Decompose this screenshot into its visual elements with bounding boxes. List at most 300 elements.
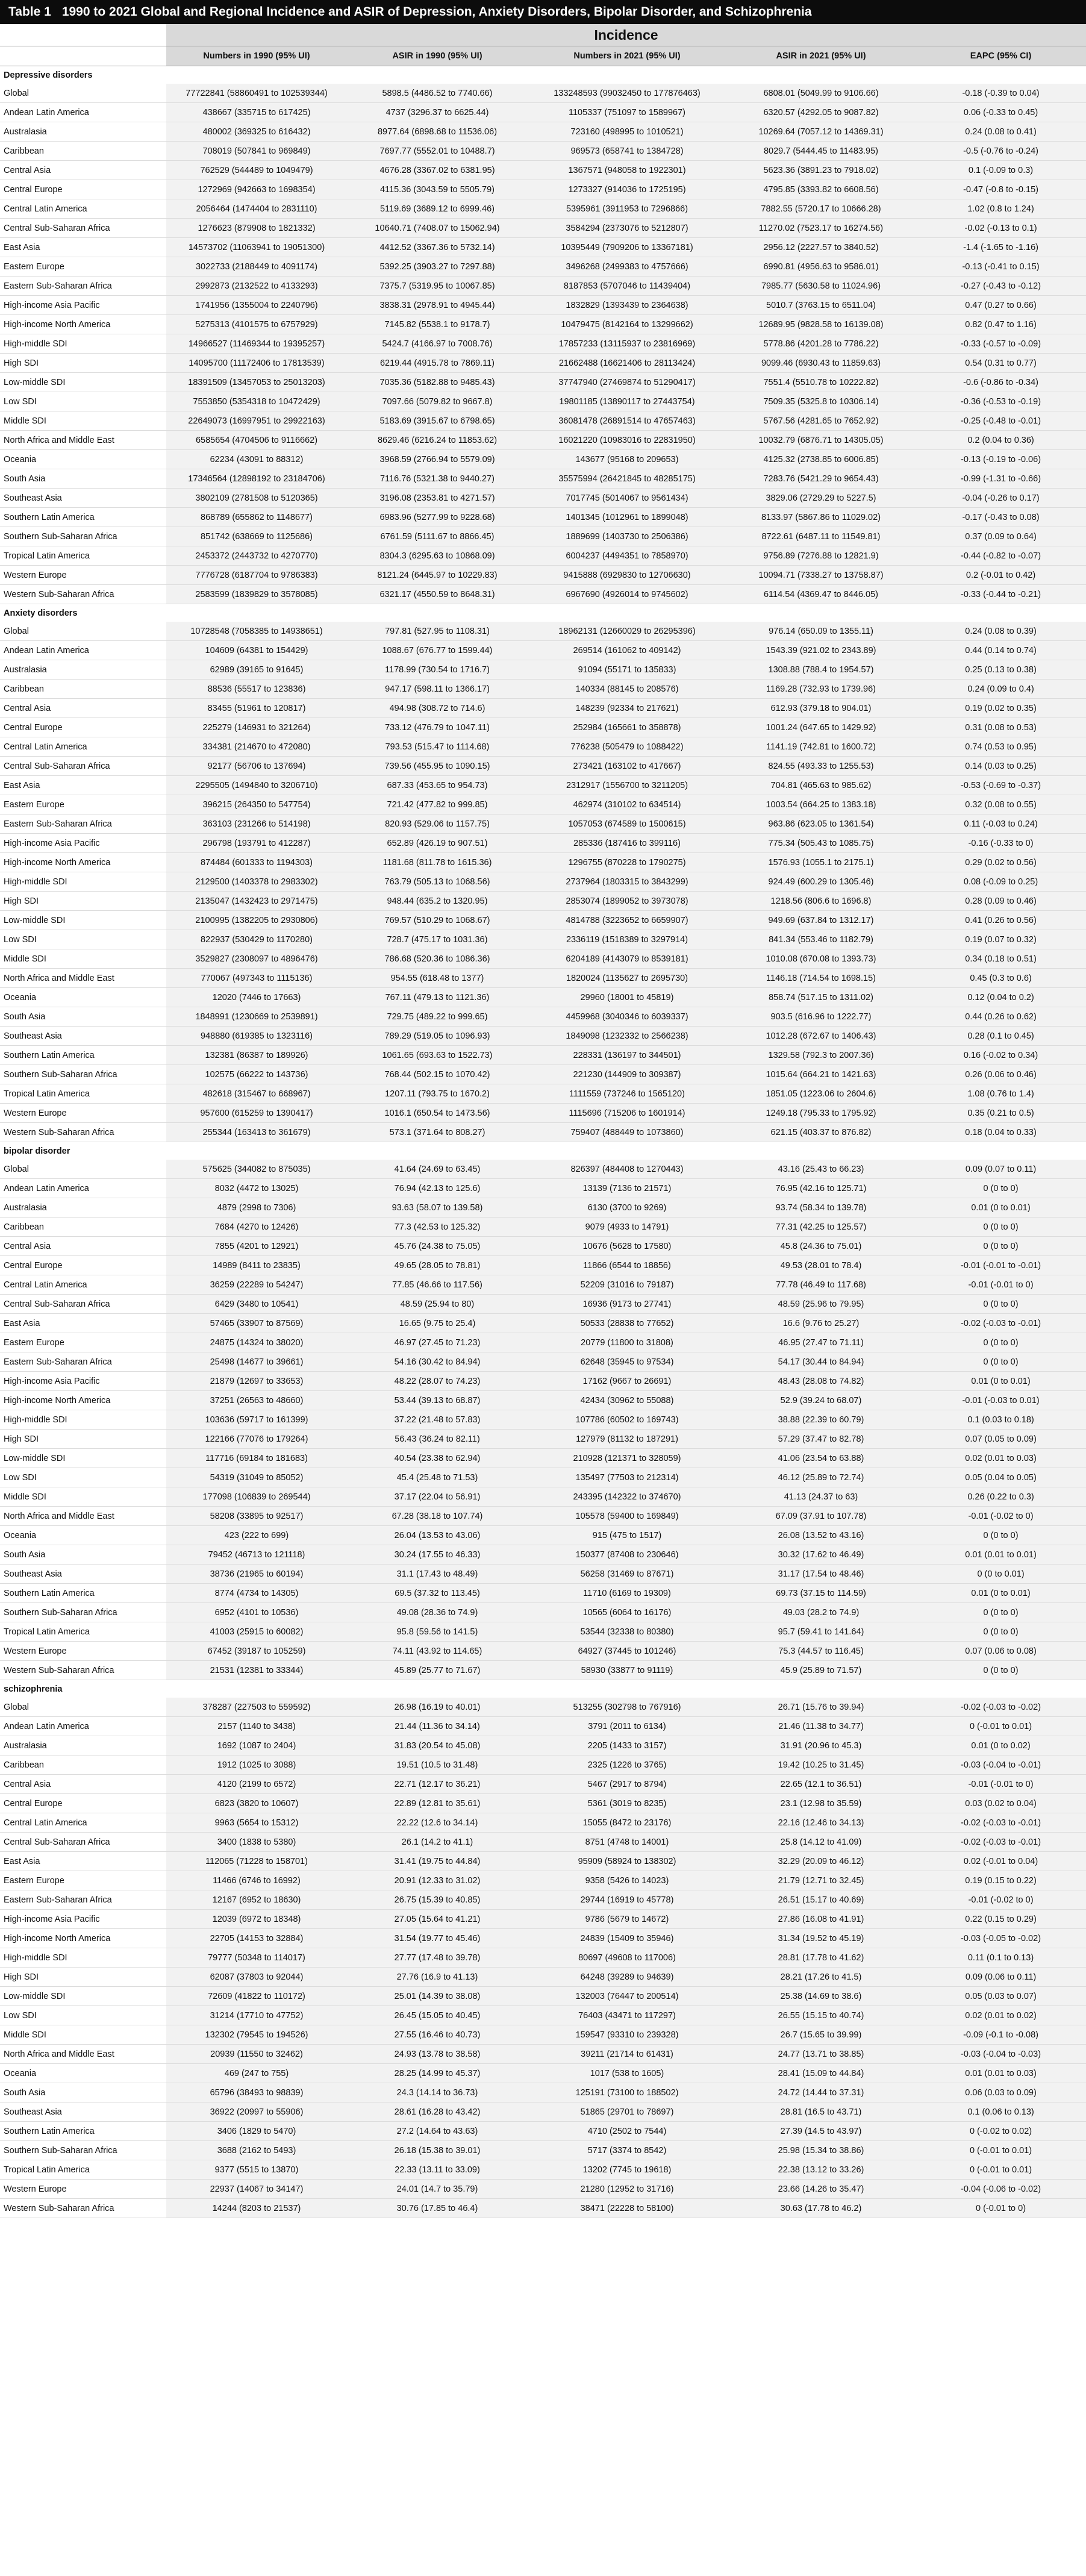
numbers-2021-cell: 1105337 (751097 to 1589967) <box>528 103 726 122</box>
region-name-cell: Western Europe <box>0 566 166 585</box>
eapc-cell: 0.26 (0.06 to 0.46) <box>916 1065 1086 1084</box>
eapc-cell: 0.1 (-0.09 to 0.3) <box>916 161 1086 180</box>
numbers-2021-cell: 513255 (302798 to 767916) <box>528 1698 726 1717</box>
table-row <box>0 2083 1086 2102</box>
numbers-2021-cell: 58930 (33877 to 91119) <box>528 1661 726 1680</box>
asir-2021-cell: 612.93 (379.18 to 904.01) <box>726 699 916 718</box>
region-name-cell: Eastern Europe <box>0 1333 166 1352</box>
region-name-cell: Global <box>0 1698 166 1717</box>
eapc-cell: 0.01 (0.01 to 0.03) <box>916 2064 1086 2083</box>
asir-2021-cell: 31.17 (17.54 to 48.46) <box>726 1565 916 1584</box>
eapc-cell: 0.44 (0.14 to 0.74) <box>916 641 1086 660</box>
numbers-2021-cell: 135497 (77503 to 212314) <box>528 1468 726 1487</box>
asir-1990-cell: 49.08 (28.36 to 74.9) <box>347 1603 528 1622</box>
asir-2021-cell: 76.95 (42.16 to 125.71) <box>726 1179 916 1198</box>
numbers-2021-cell: 132003 (76447 to 200514) <box>528 1987 726 2006</box>
numbers-1990-cell: 2157 (1140 to 3438) <box>166 1717 347 1736</box>
numbers-1990-cell: 868789 (655862 to 1148677) <box>166 508 347 527</box>
asir-1990-cell: 763.79 (505.13 to 1068.56) <box>347 872 528 892</box>
asir-2021-cell: 1576.93 (1055.1 to 2175.1) <box>726 853 916 872</box>
column-header-row <box>0 46 1086 66</box>
asir-1990-cell: 22.89 (12.81 to 35.61) <box>347 1794 528 1813</box>
numbers-1990-cell: 3802109 (2781508 to 5120365) <box>166 489 347 508</box>
table-row <box>0 1160 1086 1179</box>
numbers-1990-cell: 22705 (14153 to 32884) <box>166 1929 347 1948</box>
numbers-1990-cell: 334381 (214670 to 472080) <box>166 737 347 757</box>
region-name-cell: South Asia <box>0 1545 166 1565</box>
region-name-cell: Southeast Asia <box>0 489 166 508</box>
asir-1990-cell: 4115.36 (3043.59 to 5505.79) <box>347 180 528 199</box>
asir-1990-cell: 1016.1 (650.54 to 1473.56) <box>347 1104 528 1123</box>
asir-1990-cell: 41.64 (24.69 to 63.45) <box>347 1160 528 1179</box>
region-name-cell: Central Latin America <box>0 199 166 219</box>
eapc-cell: 0.09 (0.07 to 0.11) <box>916 1160 1086 1179</box>
asir-1990-cell: 28.25 (14.99 to 45.37) <box>347 2064 528 2083</box>
table-row <box>0 1910 1086 1929</box>
region-name-cell: Oceania <box>0 450 166 469</box>
region-name-cell: High-income North America <box>0 1391 166 1410</box>
asir-1990-cell: 26.98 (16.19 to 40.01) <box>347 1698 528 1717</box>
eapc-cell: 1.02 (0.8 to 1.24) <box>916 199 1086 219</box>
region-name-cell: Southeast Asia <box>0 1565 166 1584</box>
eapc-cell: 0.11 (-0.03 to 0.24) <box>916 814 1086 834</box>
numbers-1990-cell: 8774 (4734 to 14305) <box>166 1584 347 1603</box>
region-name-cell: East Asia <box>0 1852 166 1871</box>
numbers-2021-cell: 6967690 (4926014 to 9745602) <box>528 585 726 604</box>
eapc-cell: 0.74 (0.53 to 0.95) <box>916 737 1086 757</box>
eapc-cell: 0.29 (0.02 to 0.56) <box>916 853 1086 872</box>
numbers-1990-cell: 2583599 (1839829 to 3578085) <box>166 585 347 604</box>
eapc-cell: -0.44 (-0.82 to -0.07) <box>916 546 1086 566</box>
asir-2021-cell: 7283.76 (5421.29 to 9654.43) <box>726 469 916 489</box>
numbers-1990-cell: 18391509 (13457053 to 25013203) <box>166 373 347 392</box>
numbers-1990-cell: 12167 (6952 to 18630) <box>166 1890 347 1910</box>
asir-2021-cell: 49.03 (28.2 to 74.9) <box>726 1603 916 1622</box>
table-row <box>0 1314 1086 1333</box>
eapc-cell: -0.03 (-0.04 to -0.03) <box>916 2045 1086 2064</box>
asir-2021-cell: 10269.64 (7057.12 to 14369.31) <box>726 122 916 142</box>
eapc-cell: 0 (0 to 0) <box>916 1352 1086 1372</box>
region-name-cell: Central Europe <box>0 1794 166 1813</box>
numbers-2021-cell: 4814788 (3223652 to 6659907) <box>528 911 726 930</box>
region-name-cell: High SDI <box>0 1430 166 1449</box>
asir-2021-cell: 26.55 (15.15 to 40.74) <box>726 2006 916 2025</box>
asir-2021-cell: 5623.36 (3891.23 to 7918.02) <box>726 161 916 180</box>
asir-2021-cell: 54.17 (30.44 to 84.94) <box>726 1352 916 1372</box>
section-header-row <box>0 1142 1086 1160</box>
numbers-1990-cell: 2295505 (1494840 to 3206710) <box>166 776 347 795</box>
asir-2021-cell: 28.21 (17.26 to 41.5) <box>726 1968 916 1987</box>
asir-1990-cell: 6983.96 (5277.99 to 9228.68) <box>347 508 528 527</box>
table-row <box>0 814 1086 834</box>
table-row <box>0 1987 1086 2006</box>
eapc-cell: 0.01 (0 to 0.01) <box>916 1372 1086 1391</box>
region-name-cell: South Asia <box>0 1007 166 1027</box>
asir-2021-cell: 95.7 (59.41 to 141.64) <box>726 1622 916 1642</box>
numbers-2021-cell: 269514 (161062 to 409142) <box>528 641 726 660</box>
numbers-1990-cell: 36922 (20997 to 55906) <box>166 2102 347 2122</box>
eapc-cell: 0.25 (0.13 to 0.38) <box>916 660 1086 680</box>
asir-2021-cell: 24.77 (13.71 to 38.85) <box>726 2045 916 2064</box>
table-row <box>0 373 1086 392</box>
region-name-cell: Western Europe <box>0 2180 166 2199</box>
table-row <box>0 354 1086 373</box>
asir-2021-cell: 22.38 (13.12 to 33.26) <box>726 2160 916 2180</box>
asir-2021-cell: 1329.58 (792.3 to 2007.36) <box>726 1046 916 1065</box>
numbers-1990-cell: 36259 (22289 to 54247) <box>166 1275 347 1295</box>
table-row <box>0 1642 1086 1661</box>
numbers-2021-cell: 15055 (8472 to 23176) <box>528 1813 726 1833</box>
asir-2021-cell: 46.12 (25.89 to 72.74) <box>726 1468 916 1487</box>
asir-2021-cell: 1003.54 (664.25 to 1383.18) <box>726 795 916 814</box>
eapc-cell: -1.4 (-1.65 to -1.16) <box>916 238 1086 257</box>
numbers-1990-cell: 480002 (369325 to 616432) <box>166 122 347 142</box>
numbers-2021-cell: 9786 (5679 to 14672) <box>528 1910 726 1929</box>
column-header-asir-2021: ASIR in 2021 (95% UI) <box>726 46 916 66</box>
region-name-cell: Central Sub-Saharan Africa <box>0 1295 166 1314</box>
asir-2021-cell: 12689.95 (9828.58 to 16139.08) <box>726 315 916 334</box>
numbers-2021-cell: 776238 (505479 to 1088422) <box>528 737 726 757</box>
region-name-cell: Middle SDI <box>0 411 166 431</box>
numbers-1990-cell: 24875 (14324 to 38020) <box>166 1333 347 1352</box>
eapc-cell: 0.02 (0.01 to 0.02) <box>916 2006 1086 2025</box>
numbers-1990-cell: 14573702 (11063941 to 19051300) <box>166 238 347 257</box>
region-name-cell: Western Sub-Saharan Africa <box>0 585 166 604</box>
asir-1990-cell: 3196.08 (2353.81 to 4271.57) <box>347 489 528 508</box>
region-name-cell: East Asia <box>0 238 166 257</box>
region-name-cell: High-income North America <box>0 1929 166 1948</box>
numbers-1990-cell: 6823 (3820 to 10607) <box>166 1794 347 1813</box>
table-row <box>0 527 1086 546</box>
asir-2021-cell: 1851.05 (1223.06 to 2604.6) <box>726 1084 916 1104</box>
eapc-cell: 0.14 (0.03 to 0.25) <box>916 757 1086 776</box>
eapc-cell: 0 (0 to 0) <box>916 1218 1086 1237</box>
table-row <box>0 892 1086 911</box>
numbers-1990-cell: 67452 (39187 to 105259) <box>166 1642 347 1661</box>
numbers-1990-cell: 177098 (106839 to 269544) <box>166 1487 347 1507</box>
numbers-2021-cell: 3496268 (2499383 to 4757666) <box>528 257 726 277</box>
numbers-1990-cell: 3688 (2162 to 5493) <box>166 2141 347 2160</box>
eapc-cell: 0 (0 to 0) <box>916 1237 1086 1256</box>
asir-1990-cell: 26.45 (15.05 to 40.45) <box>347 2006 528 2025</box>
region-name-cell: High SDI <box>0 1968 166 1987</box>
asir-2021-cell: 6990.81 (4956.63 to 9586.01) <box>726 257 916 277</box>
numbers-1990-cell: 7855 (4201 to 12921) <box>166 1237 347 1256</box>
numbers-1990-cell: 7684 (4270 to 12426) <box>166 1218 347 1237</box>
table-row <box>0 1046 1086 1065</box>
numbers-2021-cell: 8751 (4748 to 14001) <box>528 1833 726 1852</box>
table-row <box>0 180 1086 199</box>
table-row <box>0 1968 1086 1987</box>
eapc-cell: 0.31 (0.08 to 0.53) <box>916 718 1086 737</box>
numbers-2021-cell: 39211 (21714 to 61431) <box>528 2045 726 2064</box>
numbers-1990-cell: 1741956 (1355004 to 2240796) <box>166 296 347 315</box>
region-name-cell: Low SDI <box>0 1468 166 1487</box>
region-name-cell: Global <box>0 622 166 641</box>
asir-1990-cell: 820.93 (529.06 to 1157.75) <box>347 814 528 834</box>
table-row <box>0 1661 1086 1680</box>
eapc-cell: 0.11 (0.1 to 0.13) <box>916 1948 1086 1968</box>
region-name-cell: Western Europe <box>0 1642 166 1661</box>
asir-1990-cell: 6761.59 (5111.67 to 8866.45) <box>347 527 528 546</box>
numbers-1990-cell: 62989 (39165 to 91645) <box>166 660 347 680</box>
eapc-cell: 1.08 (0.76 to 1.4) <box>916 1084 1086 1104</box>
asir-1990-cell: 739.56 (455.95 to 1090.15) <box>347 757 528 776</box>
numbers-2021-cell: 10395449 (7909206 to 13367181) <box>528 238 726 257</box>
numbers-2021-cell: 143677 (95168 to 209653) <box>528 450 726 469</box>
asir-1990-cell: 6219.44 (4915.78 to 7869.11) <box>347 354 528 373</box>
asir-1990-cell: 729.75 (489.22 to 999.65) <box>347 1007 528 1027</box>
asir-1990-cell: 24.01 (14.7 to 35.79) <box>347 2180 528 2199</box>
numbers-2021-cell: 38471 (22228 to 58100) <box>528 2199 726 2218</box>
region-name-cell: North Africa and Middle East <box>0 969 166 988</box>
asir-1990-cell: 27.55 (16.46 to 40.73) <box>347 2025 528 2045</box>
asir-1990-cell: 768.44 (502.15 to 1070.42) <box>347 1065 528 1084</box>
region-name-cell: Eastern Sub-Saharan Africa <box>0 1352 166 1372</box>
eapc-cell: 0.08 (-0.09 to 0.25) <box>916 872 1086 892</box>
eapc-cell: 0.05 (0.04 to 0.05) <box>916 1468 1086 1487</box>
numbers-2021-cell: 107786 (60502 to 169743) <box>528 1410 726 1430</box>
numbers-2021-cell: 8187853 (5707046 to 11439404) <box>528 277 726 296</box>
region-name-cell: High-income Asia Pacific <box>0 296 166 315</box>
asir-1990-cell: 26.04 (13.53 to 43.06) <box>347 1526 528 1545</box>
numbers-1990-cell: 1272969 (942663 to 1698354) <box>166 180 347 199</box>
eapc-cell: 0.07 (0.06 to 0.08) <box>916 1642 1086 1661</box>
table-row <box>0 834 1086 853</box>
region-name-cell: Oceania <box>0 988 166 1007</box>
region-name-cell: Central Latin America <box>0 1813 166 1833</box>
region-name-cell: Oceania <box>0 2064 166 2083</box>
eapc-cell: 0 (-0.02 to 0.02) <box>916 2122 1086 2141</box>
numbers-2021-cell: 24839 (15409 to 35946) <box>528 1929 726 1948</box>
numbers-1990-cell: 132302 (79545 to 194526) <box>166 2025 347 2045</box>
numbers-2021-cell: 1401345 (1012961 to 1899048) <box>528 508 726 527</box>
eapc-cell: -0.16 (-0.33 to 0) <box>916 834 1086 853</box>
asir-1990-cell: 54.16 (30.42 to 84.94) <box>347 1352 528 1372</box>
asir-1990-cell: 24.3 (14.14 to 36.73) <box>347 2083 528 2102</box>
region-name-cell: Southern Sub-Saharan Africa <box>0 1065 166 1084</box>
asir-1990-cell: 27.76 (16.9 to 41.13) <box>347 1968 528 1987</box>
numbers-1990-cell: 3022733 (2188449 to 4091174) <box>166 257 347 277</box>
region-name-cell: East Asia <box>0 1314 166 1333</box>
numbers-1990-cell: 3406 (1829 to 5470) <box>166 2122 347 2141</box>
region-name-cell: Central Sub-Saharan Africa <box>0 757 166 776</box>
region-name-cell: High-middle SDI <box>0 1948 166 1968</box>
asir-1990-cell: 8304.3 (6295.63 to 10868.09) <box>347 546 528 566</box>
region-name-cell: Low-middle SDI <box>0 373 166 392</box>
asir-2021-cell: 6808.01 (5049.99 to 9106.66) <box>726 84 916 103</box>
numbers-2021-cell: 13139 (7136 to 21571) <box>528 1179 726 1198</box>
table-row <box>0 2102 1086 2122</box>
asir-2021-cell: 77.78 (46.49 to 117.68) <box>726 1275 916 1295</box>
asir-2021-cell: 26.51 (15.17 to 40.69) <box>726 1890 916 1910</box>
eapc-cell: 0 (0 to 0) <box>916 1179 1086 1198</box>
eapc-cell: 0.01 (0 to 0.01) <box>916 1198 1086 1218</box>
asir-1990-cell: 3838.31 (2978.91 to 4945.44) <box>347 296 528 315</box>
asir-2021-cell: 93.74 (58.34 to 139.78) <box>726 1198 916 1218</box>
numbers-2021-cell: 462974 (310102 to 634514) <box>528 795 726 814</box>
numbers-2021-cell: 159547 (93310 to 239328) <box>528 2025 726 2045</box>
eapc-cell: -0.36 (-0.53 to -0.19) <box>916 392 1086 411</box>
table-row <box>0 219 1086 238</box>
numbers-2021-cell: 35575994 (26421845 to 48285175) <box>528 469 726 489</box>
numbers-2021-cell: 5717 (3374 to 8542) <box>528 2141 726 2160</box>
numbers-1990-cell: 92177 (56706 to 137694) <box>166 757 347 776</box>
eapc-cell: 0.03 (0.02 to 0.04) <box>916 1794 1086 1813</box>
numbers-2021-cell: 1296755 (870228 to 1790275) <box>528 853 726 872</box>
table-row <box>0 450 1086 469</box>
asir-1990-cell: 7375.7 (5319.95 to 10067.85) <box>347 277 528 296</box>
asir-2021-cell: 27.86 (16.08 to 41.91) <box>726 1910 916 1929</box>
eapc-cell: 0.32 (0.08 to 0.55) <box>916 795 1086 814</box>
numbers-2021-cell: 105578 (59400 to 169849) <box>528 1507 726 1526</box>
table-row <box>0 1256 1086 1275</box>
eapc-cell: 0.44 (0.26 to 0.62) <box>916 1007 1086 1027</box>
table-row <box>0 2025 1086 2045</box>
numbers-2021-cell: 2737964 (1803315 to 3843299) <box>528 872 726 892</box>
asir-2021-cell: 46.95 (27.47 to 71.11) <box>726 1333 916 1352</box>
numbers-2021-cell: 16021220 (10983016 to 22831950) <box>528 431 726 450</box>
region-name-cell: Southern Sub-Saharan Africa <box>0 2141 166 2160</box>
numbers-2021-cell: 133248593 (99032450 to 177876463) <box>528 84 726 103</box>
table-row <box>0 2141 1086 2160</box>
eapc-cell: -0.33 (-0.57 to -0.09) <box>916 334 1086 354</box>
region-name-cell: Caribbean <box>0 1755 166 1775</box>
table-row <box>0 2064 1086 2083</box>
numbers-1990-cell: 482618 (315467 to 668967) <box>166 1084 347 1104</box>
asir-1990-cell: 27.77 (17.48 to 39.78) <box>347 1948 528 1968</box>
asir-2021-cell: 4795.85 (3393.82 to 6608.56) <box>726 180 916 199</box>
table-row <box>0 680 1086 699</box>
asir-1990-cell: 4412.52 (3367.36 to 5732.14) <box>347 238 528 257</box>
eapc-cell: 0 (0 to 0) <box>916 1603 1086 1622</box>
region-name-cell: Low-middle SDI <box>0 1449 166 1468</box>
eapc-cell: 0.07 (0.05 to 0.09) <box>916 1430 1086 1449</box>
asir-1990-cell: 5119.69 (3689.12 to 6999.46) <box>347 199 528 219</box>
table-row <box>0 142 1086 161</box>
table-row <box>0 1584 1086 1603</box>
eapc-cell: 0.01 (0.01 to 0.01) <box>916 1545 1086 1565</box>
numbers-1990-cell: 62234 (43091 to 88312) <box>166 450 347 469</box>
table-row <box>0 508 1086 527</box>
numbers-2021-cell: 5361 (3019 to 8235) <box>528 1794 726 1813</box>
region-name-cell: High-middle SDI <box>0 334 166 354</box>
numbers-2021-cell: 5395961 (3911953 to 7296866) <box>528 199 726 219</box>
numbers-2021-cell: 127979 (81132 to 187291) <box>528 1430 726 1449</box>
asir-2021-cell: 41.13 (24.37 to 63) <box>726 1487 916 1507</box>
numbers-2021-cell: 7017745 (5014067 to 9561434) <box>528 489 726 508</box>
table-row <box>0 1275 1086 1295</box>
table-row <box>0 566 1086 585</box>
table-row <box>0 872 1086 892</box>
asir-1990-cell: 494.98 (308.72 to 714.6) <box>347 699 528 718</box>
numbers-1990-cell: 2129500 (1403378 to 2983302) <box>166 872 347 892</box>
eapc-cell: -0.5 (-0.76 to -0.24) <box>916 142 1086 161</box>
numbers-1990-cell: 1912 (1025 to 3088) <box>166 1755 347 1775</box>
eapc-cell: -0.01 (-0.03 to 0.01) <box>916 1391 1086 1410</box>
eapc-cell: 0.28 (0.1 to 0.45) <box>916 1027 1086 1046</box>
asir-2021-cell: 77.31 (42.25 to 125.57) <box>726 1218 916 1237</box>
region-name-cell: Western Europe <box>0 1104 166 1123</box>
numbers-1990-cell: 112065 (71228 to 158701) <box>166 1852 347 1871</box>
table-title-bar <box>0 0 1086 24</box>
asir-2021-cell: 26.7 (15.65 to 39.99) <box>726 2025 916 2045</box>
numbers-2021-cell: 4710 (2502 to 7544) <box>528 2122 726 2141</box>
table-row <box>0 2199 1086 2218</box>
numbers-1990-cell: 3529827 (2308097 to 4896476) <box>166 949 347 969</box>
table-row <box>0 277 1086 296</box>
numbers-1990-cell: 14095700 (11172406 to 17813539) <box>166 354 347 373</box>
table-row <box>0 1545 1086 1565</box>
numbers-1990-cell: 62087 (37803 to 92044) <box>166 1968 347 1987</box>
eapc-cell: 0 (-0.01 to 0.01) <box>916 1717 1086 1736</box>
region-name-cell: Central Asia <box>0 699 166 718</box>
asir-2021-cell: 21.46 (11.38 to 34.77) <box>726 1717 916 1736</box>
asir-2021-cell: 30.63 (17.78 to 46.2) <box>726 2199 916 2218</box>
asir-2021-cell: 976.14 (650.09 to 1355.11) <box>726 622 916 641</box>
asir-2021-cell: 49.53 (28.01 to 78.4) <box>726 1256 916 1275</box>
eapc-cell: -0.01 (-0.01 to 0) <box>916 1275 1086 1295</box>
eapc-cell: -0.02 (-0.03 to -0.02) <box>916 1698 1086 1717</box>
table-row <box>0 1198 1086 1218</box>
asir-2021-cell: 6114.54 (4369.47 to 8446.05) <box>726 585 916 604</box>
table-row <box>0 1813 1086 1833</box>
numbers-2021-cell: 11710 (6169 to 19309) <box>528 1584 726 1603</box>
region-name-cell: Tropical Latin America <box>0 2160 166 2180</box>
numbers-2021-cell: 1273327 (914036 to 1725195) <box>528 180 726 199</box>
table-row <box>0 296 1086 315</box>
asir-1990-cell: 67.28 (38.18 to 107.74) <box>347 1507 528 1526</box>
numbers-2021-cell: 37747940 (27469874 to 51290417) <box>528 373 726 392</box>
table-row <box>0 1603 1086 1622</box>
asir-2021-cell: 48.59 (25.96 to 79.95) <box>726 1295 916 1314</box>
numbers-1990-cell: 2992873 (2132522 to 4133293) <box>166 277 347 296</box>
numbers-2021-cell: 64927 (37445 to 101246) <box>528 1642 726 1661</box>
eapc-cell: -0.04 (-0.26 to 0.17) <box>916 489 1086 508</box>
asir-1990-cell: 4737 (3296.37 to 6625.44) <box>347 103 528 122</box>
asir-2021-cell: 22.16 (12.46 to 34.13) <box>726 1813 916 1833</box>
table-row <box>0 699 1086 718</box>
asir-2021-cell: 7509.35 (5325.8 to 10306.14) <box>726 392 916 411</box>
region-name-cell: Low-middle SDI <box>0 911 166 930</box>
eapc-cell: 0 (0 to 0.01) <box>916 1565 1086 1584</box>
asir-1990-cell: 48.59 (25.94 to 80) <box>347 1295 528 1314</box>
table-row <box>0 2122 1086 2141</box>
numbers-1990-cell: 363103 (231266 to 514198) <box>166 814 347 834</box>
numbers-1990-cell: 14244 (8203 to 21537) <box>166 2199 347 2218</box>
eapc-cell: 0.09 (0.06 to 0.11) <box>916 1968 1086 1987</box>
eapc-cell: -0.09 (-0.1 to -0.08) <box>916 2025 1086 2045</box>
asir-2021-cell: 75.3 (44.57 to 116.45) <box>726 1642 916 1661</box>
numbers-1990-cell: 6429 (3480 to 10541) <box>166 1295 347 1314</box>
region-name-cell: Eastern Europe <box>0 1871 166 1890</box>
table-row <box>0 431 1086 450</box>
table-row <box>0 911 1086 930</box>
numbers-2021-cell: 1017 (538 to 1605) <box>528 2064 726 2083</box>
asir-1990-cell: 45.76 (24.38 to 75.05) <box>347 1237 528 1256</box>
numbers-2021-cell: 2312917 (1556700 to 3211205) <box>528 776 726 795</box>
table-row <box>0 257 1086 277</box>
table-row <box>0 489 1086 508</box>
asir-1990-cell: 948.44 (635.2 to 1320.95) <box>347 892 528 911</box>
asir-2021-cell: 25.8 (14.12 to 41.09) <box>726 1833 916 1852</box>
asir-1990-cell: 93.63 (58.07 to 139.58) <box>347 1198 528 1218</box>
table-row <box>0 1430 1086 1449</box>
asir-2021-cell: 775.34 (505.43 to 1085.75) <box>726 834 916 853</box>
numbers-2021-cell: 9079 (4933 to 14791) <box>528 1218 726 1237</box>
region-name-cell: Eastern Europe <box>0 795 166 814</box>
region-name-cell: Low SDI <box>0 392 166 411</box>
